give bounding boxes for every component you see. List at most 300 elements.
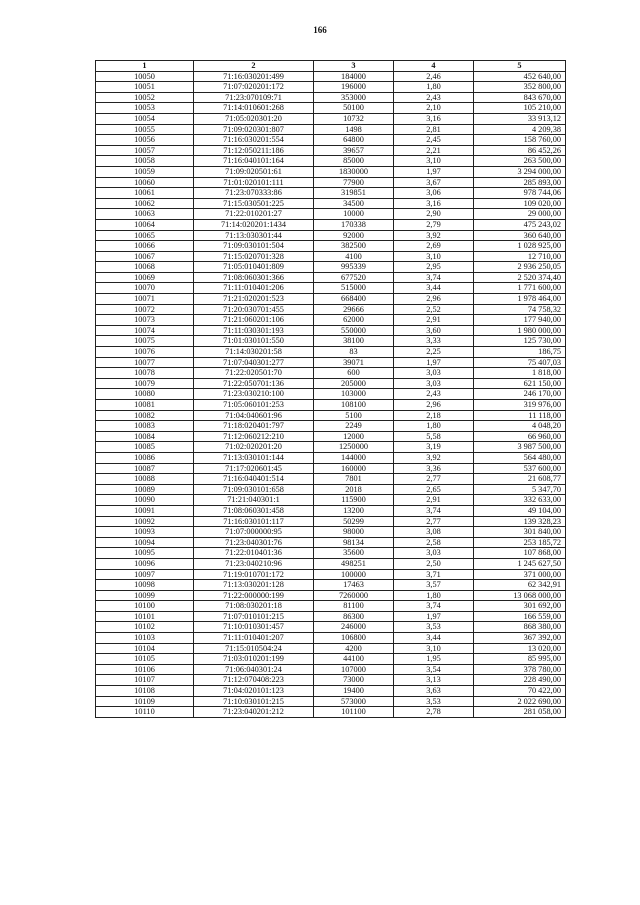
table-row bbox=[96, 558, 566, 569]
table-row bbox=[96, 347, 566, 358]
table-row bbox=[96, 294, 566, 305]
row-number-cell: 10109 bbox=[96, 696, 194, 707]
area-cell: 101100 bbox=[314, 707, 394, 718]
area-cell: 19400 bbox=[314, 686, 394, 697]
row-number-cell: 10104 bbox=[96, 643, 194, 654]
table-row bbox=[96, 304, 566, 315]
table-body bbox=[96, 71, 566, 717]
table-row bbox=[96, 389, 566, 400]
rate-cell: 3,10 bbox=[394, 643, 474, 654]
table-row bbox=[96, 336, 566, 347]
rate-cell: 2,52 bbox=[394, 304, 474, 315]
table-row bbox=[96, 378, 566, 389]
value-cell: 2 022 690,00 bbox=[474, 696, 566, 707]
row-number-cell: 10055 bbox=[96, 124, 194, 135]
table-row bbox=[96, 452, 566, 463]
rate-cell: 1,80 bbox=[394, 82, 474, 93]
row-number-cell: 10052 bbox=[96, 92, 194, 103]
row-number-cell: 10110 bbox=[96, 707, 194, 718]
cadastral-number-cell: 71:03:010201:199 bbox=[194, 654, 314, 665]
cadastral-number-cell: 71:05:060101:253 bbox=[194, 400, 314, 411]
area-cell: 86300 bbox=[314, 611, 394, 622]
table-row bbox=[96, 484, 566, 495]
cadastral-number-cell: 71:15:020701:328 bbox=[194, 251, 314, 262]
value-cell: 49 104,00 bbox=[474, 505, 566, 516]
cadastral-number-cell: 71:08:060301:366 bbox=[194, 272, 314, 283]
value-cell: 2 936 250,05 bbox=[474, 262, 566, 273]
area-cell: 382500 bbox=[314, 241, 394, 252]
value-cell: 263 500,00 bbox=[474, 156, 566, 167]
table-row bbox=[96, 516, 566, 527]
row-number-cell: 10065 bbox=[96, 230, 194, 241]
area-cell: 600 bbox=[314, 368, 394, 379]
table-row bbox=[96, 527, 566, 538]
cadastral-number-cell: 71:23:040301:76 bbox=[194, 537, 314, 548]
row-number-cell: 10091 bbox=[96, 505, 194, 516]
table-row bbox=[96, 82, 566, 93]
cadastral-number-cell: 71:10:030101:215 bbox=[194, 696, 314, 707]
row-number-cell: 10070 bbox=[96, 283, 194, 294]
area-cell: 29666 bbox=[314, 304, 394, 315]
area-cell: 62000 bbox=[314, 315, 394, 326]
value-cell: 301 840,00 bbox=[474, 527, 566, 538]
area-cell: 39071 bbox=[314, 357, 394, 368]
rate-cell: 3,54 bbox=[394, 664, 474, 675]
area-cell: 1250000 bbox=[314, 442, 394, 453]
cadastral-number-cell: 71:21:060201:106 bbox=[194, 315, 314, 326]
row-number-cell: 10106 bbox=[96, 664, 194, 675]
table-row bbox=[96, 103, 566, 114]
area-cell: 2018 bbox=[314, 484, 394, 495]
table-row bbox=[96, 675, 566, 686]
area-cell: 2249 bbox=[314, 421, 394, 432]
rate-cell: 1,95 bbox=[394, 654, 474, 665]
value-cell: 475 243,02 bbox=[474, 219, 566, 230]
value-cell: 186,75 bbox=[474, 347, 566, 358]
row-number-cell: 10073 bbox=[96, 315, 194, 326]
table-row bbox=[96, 368, 566, 379]
rate-cell: 1,97 bbox=[394, 166, 474, 177]
area-cell: 39657 bbox=[314, 145, 394, 156]
value-cell: 253 185,72 bbox=[474, 537, 566, 548]
value-cell: 85 995,00 bbox=[474, 654, 566, 665]
cadastral-number-cell: 71:22:050701:136 bbox=[194, 378, 314, 389]
value-cell: 367 392,00 bbox=[474, 633, 566, 644]
rate-cell: 3,16 bbox=[394, 113, 474, 124]
value-cell: 166 559,00 bbox=[474, 611, 566, 622]
rate-cell: 3,06 bbox=[394, 188, 474, 199]
rate-cell: 1,97 bbox=[394, 611, 474, 622]
value-cell: 158 760,00 bbox=[474, 135, 566, 146]
area-cell: 34500 bbox=[314, 198, 394, 209]
table-row bbox=[96, 113, 566, 124]
cadastral-number-cell: 71:10:010301:457 bbox=[194, 622, 314, 633]
row-number-cell: 10067 bbox=[96, 251, 194, 262]
cadastral-number-cell: 71:16:030201:499 bbox=[194, 71, 314, 82]
column-header: 4 bbox=[394, 61, 474, 72]
rate-cell: 2,21 bbox=[394, 145, 474, 156]
value-cell: 285 893,00 bbox=[474, 177, 566, 188]
area-cell: 550000 bbox=[314, 325, 394, 336]
table-row bbox=[96, 156, 566, 167]
row-number-cell: 10083 bbox=[96, 421, 194, 432]
rate-cell: 3,44 bbox=[394, 633, 474, 644]
row-number-cell: 10057 bbox=[96, 145, 194, 156]
row-number-cell: 10108 bbox=[96, 686, 194, 697]
area-cell: 668400 bbox=[314, 294, 394, 305]
rate-cell: 2,43 bbox=[394, 389, 474, 400]
row-number-cell: 10096 bbox=[96, 558, 194, 569]
area-cell: 85000 bbox=[314, 156, 394, 167]
rate-cell: 3,71 bbox=[394, 569, 474, 580]
table-row bbox=[96, 219, 566, 230]
cadastral-number-cell: 71:07:000000:95 bbox=[194, 527, 314, 538]
rate-cell: 2,77 bbox=[394, 474, 474, 485]
area-cell: 1498 bbox=[314, 124, 394, 135]
area-cell: 353000 bbox=[314, 92, 394, 103]
area-cell: 44100 bbox=[314, 654, 394, 665]
area-cell: 115900 bbox=[314, 495, 394, 506]
area-cell: 205000 bbox=[314, 378, 394, 389]
row-number-cell: 10051 bbox=[96, 82, 194, 93]
cadastral-number-cell: 71:06:040301:24 bbox=[194, 664, 314, 675]
value-cell: 1 818,00 bbox=[474, 368, 566, 379]
value-cell: 21 608,77 bbox=[474, 474, 566, 485]
cadastral-number-cell: 71:11:010401:207 bbox=[194, 633, 314, 644]
value-cell: 537 600,00 bbox=[474, 463, 566, 474]
table-row bbox=[96, 71, 566, 82]
cadastral-number-cell: 71:09:030101:658 bbox=[194, 484, 314, 495]
area-cell: 98134 bbox=[314, 537, 394, 548]
table-row bbox=[96, 505, 566, 516]
value-cell: 301 692,00 bbox=[474, 601, 566, 612]
table-row bbox=[96, 177, 566, 188]
cadastral-number-cell: 71:13:030301:44 bbox=[194, 230, 314, 241]
area-cell: 573000 bbox=[314, 696, 394, 707]
row-number-cell: 10085 bbox=[96, 442, 194, 453]
value-cell: 13 068 000,00 bbox=[474, 590, 566, 601]
row-number-cell: 10068 bbox=[96, 262, 194, 273]
cadastral-number-cell: 71:16:040401:514 bbox=[194, 474, 314, 485]
column-header: 3 bbox=[314, 61, 394, 72]
rate-cell: 2,78 bbox=[394, 707, 474, 718]
value-cell: 62 342,91 bbox=[474, 580, 566, 591]
area-cell: 13200 bbox=[314, 505, 394, 516]
cadastral-number-cell: 71:23:040210:96 bbox=[194, 558, 314, 569]
rate-cell: 2,69 bbox=[394, 241, 474, 252]
value-cell: 978 744,06 bbox=[474, 188, 566, 199]
rate-cell: 2,79 bbox=[394, 219, 474, 230]
value-cell: 319 976,00 bbox=[474, 400, 566, 411]
area-cell: 4200 bbox=[314, 643, 394, 654]
table-row bbox=[96, 696, 566, 707]
cadastral-number-cell: 71:11:030301:193 bbox=[194, 325, 314, 336]
rate-cell: 2,77 bbox=[394, 516, 474, 527]
cadastral-number-cell: 71:05:020301:20 bbox=[194, 113, 314, 124]
table-row bbox=[96, 643, 566, 654]
table-row bbox=[96, 315, 566, 326]
area-cell: 73000 bbox=[314, 675, 394, 686]
rate-cell: 3,53 bbox=[394, 696, 474, 707]
row-number-cell: 10063 bbox=[96, 209, 194, 220]
table-row bbox=[96, 442, 566, 453]
row-number-cell: 10098 bbox=[96, 580, 194, 591]
value-cell: 4 209,38 bbox=[474, 124, 566, 135]
cadastral-number-cell: 71:16:040101:164 bbox=[194, 156, 314, 167]
rate-cell: 3,67 bbox=[394, 177, 474, 188]
area-cell: 17463 bbox=[314, 580, 394, 591]
table-row bbox=[96, 262, 566, 273]
area-cell: 106800 bbox=[314, 633, 394, 644]
rate-cell: 2,18 bbox=[394, 410, 474, 421]
table-row bbox=[96, 463, 566, 474]
area-cell: 64800 bbox=[314, 135, 394, 146]
row-number-cell: 10087 bbox=[96, 463, 194, 474]
area-cell: 677520 bbox=[314, 272, 394, 283]
rate-cell: 3,33 bbox=[394, 336, 474, 347]
table-row bbox=[96, 92, 566, 103]
row-number-cell: 10058 bbox=[96, 156, 194, 167]
table-row bbox=[96, 601, 566, 612]
row-number-cell: 10071 bbox=[96, 294, 194, 305]
cadastral-number-cell: 71:22:010401:36 bbox=[194, 548, 314, 559]
value-cell: 5 347,70 bbox=[474, 484, 566, 495]
area-cell: 7801 bbox=[314, 474, 394, 485]
area-cell: 92000 bbox=[314, 230, 394, 241]
row-number-cell: 10080 bbox=[96, 389, 194, 400]
table-row bbox=[96, 622, 566, 633]
rate-cell: 3,74 bbox=[394, 505, 474, 516]
area-cell: 498251 bbox=[314, 558, 394, 569]
cadastral-number-cell: 71:15:030501:225 bbox=[194, 198, 314, 209]
rate-cell: 5,58 bbox=[394, 431, 474, 442]
cadastral-number-cell: 71:16:030101:117 bbox=[194, 516, 314, 527]
column-header: 5 bbox=[474, 61, 566, 72]
table-row bbox=[96, 707, 566, 718]
value-cell: 177 940,00 bbox=[474, 315, 566, 326]
value-cell: 452 640,00 bbox=[474, 71, 566, 82]
row-number-cell: 10081 bbox=[96, 400, 194, 411]
row-number-cell: 10066 bbox=[96, 241, 194, 252]
rate-cell: 3,08 bbox=[394, 527, 474, 538]
table-row bbox=[96, 357, 566, 368]
area-cell: 81100 bbox=[314, 601, 394, 612]
row-number-cell: 10086 bbox=[96, 452, 194, 463]
cadastral-number-cell: 71:14:030201:58 bbox=[194, 347, 314, 358]
rate-cell: 2,45 bbox=[394, 135, 474, 146]
value-cell: 1 245 627,50 bbox=[474, 558, 566, 569]
table-row bbox=[96, 188, 566, 199]
rate-cell: 2,65 bbox=[394, 484, 474, 495]
cadastral-number-cell: 71:17:020601:45 bbox=[194, 463, 314, 474]
row-number-cell: 10100 bbox=[96, 601, 194, 612]
column-header: 2 bbox=[194, 61, 314, 72]
cadastral-number-cell: 71:13:030201:128 bbox=[194, 580, 314, 591]
table-row bbox=[96, 400, 566, 411]
cadastral-number-cell: 71:18:020401:797 bbox=[194, 421, 314, 432]
value-cell: 11 118,00 bbox=[474, 410, 566, 421]
value-cell: 228 490,00 bbox=[474, 675, 566, 686]
rate-cell: 3,57 bbox=[394, 580, 474, 591]
rate-cell: 3,10 bbox=[394, 156, 474, 167]
data-table bbox=[95, 60, 566, 718]
rate-cell: 2,96 bbox=[394, 294, 474, 305]
row-number-cell: 10082 bbox=[96, 410, 194, 421]
area-cell: 184000 bbox=[314, 71, 394, 82]
row-number-cell: 10097 bbox=[96, 569, 194, 580]
rate-cell: 3,19 bbox=[394, 442, 474, 453]
table-row bbox=[96, 272, 566, 283]
rate-cell: 3,92 bbox=[394, 230, 474, 241]
rate-cell: 2,10 bbox=[394, 103, 474, 114]
value-cell: 107 868,00 bbox=[474, 548, 566, 559]
table-row bbox=[96, 686, 566, 697]
table-row bbox=[96, 124, 566, 135]
row-number-cell: 10102 bbox=[96, 622, 194, 633]
value-cell: 86 452,26 bbox=[474, 145, 566, 156]
cadastral-number-cell: 71:21:040301:1 bbox=[194, 495, 314, 506]
row-number-cell: 10064 bbox=[96, 219, 194, 230]
rate-cell: 3,36 bbox=[394, 463, 474, 474]
table-row bbox=[96, 548, 566, 559]
row-number-cell: 10095 bbox=[96, 548, 194, 559]
column-header: 1 bbox=[96, 61, 194, 72]
rate-cell: 2,81 bbox=[394, 124, 474, 135]
row-number-cell: 10074 bbox=[96, 325, 194, 336]
table-row bbox=[96, 421, 566, 432]
rate-cell: 2,91 bbox=[394, 315, 474, 326]
row-number-cell: 10094 bbox=[96, 537, 194, 548]
page-number: 166 bbox=[313, 25, 327, 35]
table-row bbox=[96, 251, 566, 262]
cadastral-number-cell: 71:14:010601:268 bbox=[194, 103, 314, 114]
cadastral-number-cell: 71:19:010701:172 bbox=[194, 569, 314, 580]
rate-cell: 3,03 bbox=[394, 548, 474, 559]
cadastral-number-cell: 71:07:020201:172 bbox=[194, 82, 314, 93]
cadastral-number-cell: 71:07:040301:277 bbox=[194, 357, 314, 368]
cadastral-number-cell: 71:09:020301:807 bbox=[194, 124, 314, 135]
row-number-cell: 10056 bbox=[96, 135, 194, 146]
cadastral-number-cell: 71:20:030701:455 bbox=[194, 304, 314, 315]
value-cell: 1 978 464,00 bbox=[474, 294, 566, 305]
table-row bbox=[96, 166, 566, 177]
area-cell: 77900 bbox=[314, 177, 394, 188]
table-row bbox=[96, 590, 566, 601]
value-cell: 246 170,00 bbox=[474, 389, 566, 400]
value-cell: 3 987 500,00 bbox=[474, 442, 566, 453]
value-cell: 109 020,00 bbox=[474, 198, 566, 209]
table-row bbox=[96, 209, 566, 220]
cadastral-number-cell: 71:23:070333:86 bbox=[194, 188, 314, 199]
row-number-cell: 10075 bbox=[96, 336, 194, 347]
rate-cell: 2,25 bbox=[394, 347, 474, 358]
table-row bbox=[96, 241, 566, 252]
cadastral-number-cell: 71:09:030101:504 bbox=[194, 241, 314, 252]
cadastral-number-cell: 71:12:050211:186 bbox=[194, 145, 314, 156]
area-cell: 319851 bbox=[314, 188, 394, 199]
row-number-cell: 10060 bbox=[96, 177, 194, 188]
value-cell: 1 980 000,00 bbox=[474, 325, 566, 336]
area-cell: 170338 bbox=[314, 219, 394, 230]
value-cell: 1 771 600,00 bbox=[474, 283, 566, 294]
value-cell: 74 758,32 bbox=[474, 304, 566, 315]
rate-cell: 3,44 bbox=[394, 283, 474, 294]
area-cell: 515000 bbox=[314, 283, 394, 294]
rate-cell: 3,13 bbox=[394, 675, 474, 686]
rate-cell: 3,10 bbox=[394, 251, 474, 262]
rate-cell: 3,74 bbox=[394, 272, 474, 283]
area-cell: 83 bbox=[314, 347, 394, 358]
area-cell: 246000 bbox=[314, 622, 394, 633]
value-cell: 564 480,00 bbox=[474, 452, 566, 463]
value-cell: 371 000,00 bbox=[474, 569, 566, 580]
row-number-cell: 10076 bbox=[96, 347, 194, 358]
cadastral-number-cell: 71:02:020201:20 bbox=[194, 442, 314, 453]
table-row bbox=[96, 145, 566, 156]
value-cell: 621 150,00 bbox=[474, 378, 566, 389]
table-row bbox=[96, 325, 566, 336]
rate-cell: 2,43 bbox=[394, 92, 474, 103]
value-cell: 281 058,00 bbox=[474, 707, 566, 718]
cadastral-number-cell: 71:22:020501:70 bbox=[194, 368, 314, 379]
area-cell: 1830000 bbox=[314, 166, 394, 177]
row-number-cell: 10078 bbox=[96, 368, 194, 379]
row-number-cell: 10077 bbox=[96, 357, 194, 368]
cadastral-number-cell: 71:11:010401:206 bbox=[194, 283, 314, 294]
row-number-cell: 10084 bbox=[96, 431, 194, 442]
table-row bbox=[96, 495, 566, 506]
row-number-cell: 10090 bbox=[96, 495, 194, 506]
row-number-cell: 10103 bbox=[96, 633, 194, 644]
area-cell: 196000 bbox=[314, 82, 394, 93]
rate-cell: 3,16 bbox=[394, 198, 474, 209]
row-number-cell: 10089 bbox=[96, 484, 194, 495]
value-cell: 70 422,00 bbox=[474, 686, 566, 697]
cadastral-number-cell: 71:01:020101:111 bbox=[194, 177, 314, 188]
value-cell: 332 633,00 bbox=[474, 495, 566, 506]
value-cell: 378 780,00 bbox=[474, 664, 566, 675]
value-cell: 360 640,00 bbox=[474, 230, 566, 241]
area-cell: 50100 bbox=[314, 103, 394, 114]
table-row bbox=[96, 410, 566, 421]
rate-cell: 3,03 bbox=[394, 368, 474, 379]
cadastral-number-cell: 71:12:070408:223 bbox=[194, 675, 314, 686]
value-cell: 4 048,20 bbox=[474, 421, 566, 432]
area-cell: 7260000 bbox=[314, 590, 394, 601]
cadastral-number-cell: 71:23:070109:71 bbox=[194, 92, 314, 103]
cadastral-number-cell: 71:08:030201:18 bbox=[194, 601, 314, 612]
row-number-cell: 10072 bbox=[96, 304, 194, 315]
value-cell: 29 000,00 bbox=[474, 209, 566, 220]
table-row bbox=[96, 611, 566, 622]
value-cell: 12 710,00 bbox=[474, 251, 566, 262]
table-row bbox=[96, 431, 566, 442]
area-cell: 995339 bbox=[314, 262, 394, 273]
rate-cell: 3,63 bbox=[394, 686, 474, 697]
row-number-cell: 10099 bbox=[96, 590, 194, 601]
area-cell: 50299 bbox=[314, 516, 394, 527]
area-cell: 4100 bbox=[314, 251, 394, 262]
value-cell: 352 800,00 bbox=[474, 82, 566, 93]
table-row bbox=[96, 230, 566, 241]
area-cell: 35600 bbox=[314, 548, 394, 559]
area-cell: 100000 bbox=[314, 569, 394, 580]
rate-cell: 2,95 bbox=[394, 262, 474, 273]
cadastral-number-cell: 71:01:030101:550 bbox=[194, 336, 314, 347]
value-cell: 75 407,03 bbox=[474, 357, 566, 368]
row-number-cell: 10105 bbox=[96, 654, 194, 665]
row-number-cell: 10107 bbox=[96, 675, 194, 686]
